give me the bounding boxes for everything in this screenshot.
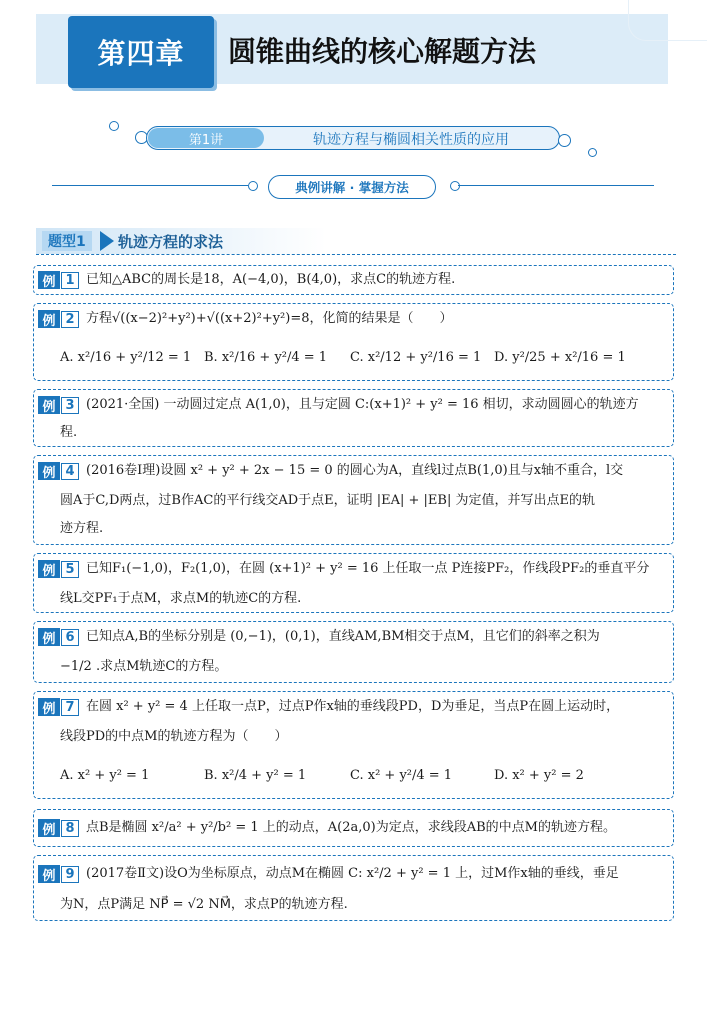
- section-banner: 典例讲解 · 掌握方法: [268, 175, 436, 199]
- example-box: [33, 303, 674, 381]
- example-badge: 例 4: [38, 462, 79, 480]
- example-text: −1/2 .求点M轨迹C的方程。: [60, 659, 228, 674]
- example-text: 已知点A,B的坐标分别是 (0,−1)，(0,1)，直线AM,BM相交于点M，且它们的斜率之积为: [86, 629, 600, 644]
- choice-option: D. x² + y² = 2: [494, 768, 584, 783]
- choice-option: B. x²/16 + y²/4 = 1: [204, 350, 328, 365]
- choice-option: A. x²/16 + y²/12 = 1: [60, 350, 192, 365]
- example-badge: 例 5: [38, 560, 79, 578]
- choice-option: D. y²/25 + x²/16 = 1: [494, 350, 626, 365]
- choice-option: A. x² + y² = 1: [60, 768, 150, 783]
- example-text: 为N，点P满足 NP⃗ = √2 NM⃗，求点P的轨迹方程.: [60, 897, 348, 912]
- example-badge: 例 8: [38, 819, 79, 837]
- example-badge: 例 1: [38, 271, 79, 289]
- example-box: [33, 389, 674, 447]
- example-text: 已知F₁(−1,0)，F₂(1,0)，在圆 (x+1)² + y² = 16 上任取一点 P连接PF₂，作线段PF₂的垂直平分: [86, 561, 650, 576]
- example-box: [33, 553, 674, 613]
- example-box: [33, 855, 674, 921]
- example-text: 已知△ABC的周长是18，A(−4,0)，B(4,0)，求点C的轨迹方程.: [86, 272, 456, 287]
- example-text: 线L交PF₁于点M，求点M的轨迹C的方程.: [60, 591, 302, 606]
- example-box: [33, 455, 674, 545]
- arrow-right-icon: [100, 231, 114, 251]
- decor-circle-icon: [558, 134, 571, 147]
- choice-option: B. x²/4 + y² = 1: [204, 768, 307, 783]
- banner-rule-right: [458, 185, 654, 186]
- example-badge: 例 2: [38, 310, 79, 328]
- example-box: [33, 809, 674, 847]
- example-box: [33, 691, 674, 799]
- example-text: (2016卷Ⅰ理)设圆 x² + y² + 2x − 15 = 0 的圆心为A，直线l过点B(1,0)且与x轴不重合，l交: [86, 463, 624, 478]
- lesson-label: 第1讲: [148, 128, 264, 148]
- example-badge: 例 7: [38, 698, 79, 716]
- example-text: 圆A于C,D两点，过B作AC的平行线交AD于点E，证明 |EA| + |EB| 为定值，并写出点E的轨: [60, 493, 595, 508]
- banner-rule-left: [52, 185, 248, 186]
- lesson-title: 轨迹方程与椭圆相关性质的应用: [313, 132, 509, 148]
- example-text: 迹方程.: [60, 521, 104, 536]
- choice-option: C. x²/12 + y²/16 = 1: [350, 350, 482, 365]
- example-text: 点B是椭圆 x²/a² + y²/b² = 1 上的动点，A(2a,0)为定点，求线段AB的中点M的轨迹方程。: [86, 820, 616, 835]
- example-box: [33, 621, 674, 683]
- topic-title: 轨迹方程的求法: [118, 233, 224, 251]
- example-badge: 例 3: [38, 396, 79, 414]
- example-text: 方程√((x−2)²+y²)+√((x+2)²+y²)=8，化简的结果是（ ）: [86, 311, 453, 326]
- choice-option: C. x² + y²/4 = 1: [350, 768, 453, 783]
- example-text: 程.: [60, 425, 78, 440]
- example-text: 线段PD的中点M的轨迹方程为（ ）: [60, 729, 288, 744]
- example-text: (2017卷Ⅱ文)设O为坐标原点，动点M在椭圆 C: x²/2 + y² = 1 上，过M作x轴的垂线，垂足: [86, 866, 619, 881]
- corner-decoration: [628, 0, 707, 41]
- decor-circle-icon: [109, 121, 119, 131]
- chapter-label: 第四章: [68, 16, 214, 88]
- example-text: 在圆 x² + y² = 4 上任取一点P，过点P作x轴的垂线段PD，D为垂足，当点P在圆上运动时，: [86, 699, 620, 714]
- decor-circle-icon: [248, 181, 258, 191]
- chapter-title: 圆锥曲线的核心解题方法: [228, 35, 537, 68]
- example-badge: 例 9: [38, 865, 79, 883]
- decor-circle-icon: [588, 148, 597, 157]
- example-text: (2021·全国) 一动圆过定点 A(1,0)，且与定圆 C:(x+1)² + y² = 16 相切，求动圆圆心的轨迹方: [86, 397, 639, 412]
- example-badge: 例 6: [38, 628, 79, 646]
- example-box: [33, 265, 674, 295]
- topic-label: 题型1: [42, 231, 92, 251]
